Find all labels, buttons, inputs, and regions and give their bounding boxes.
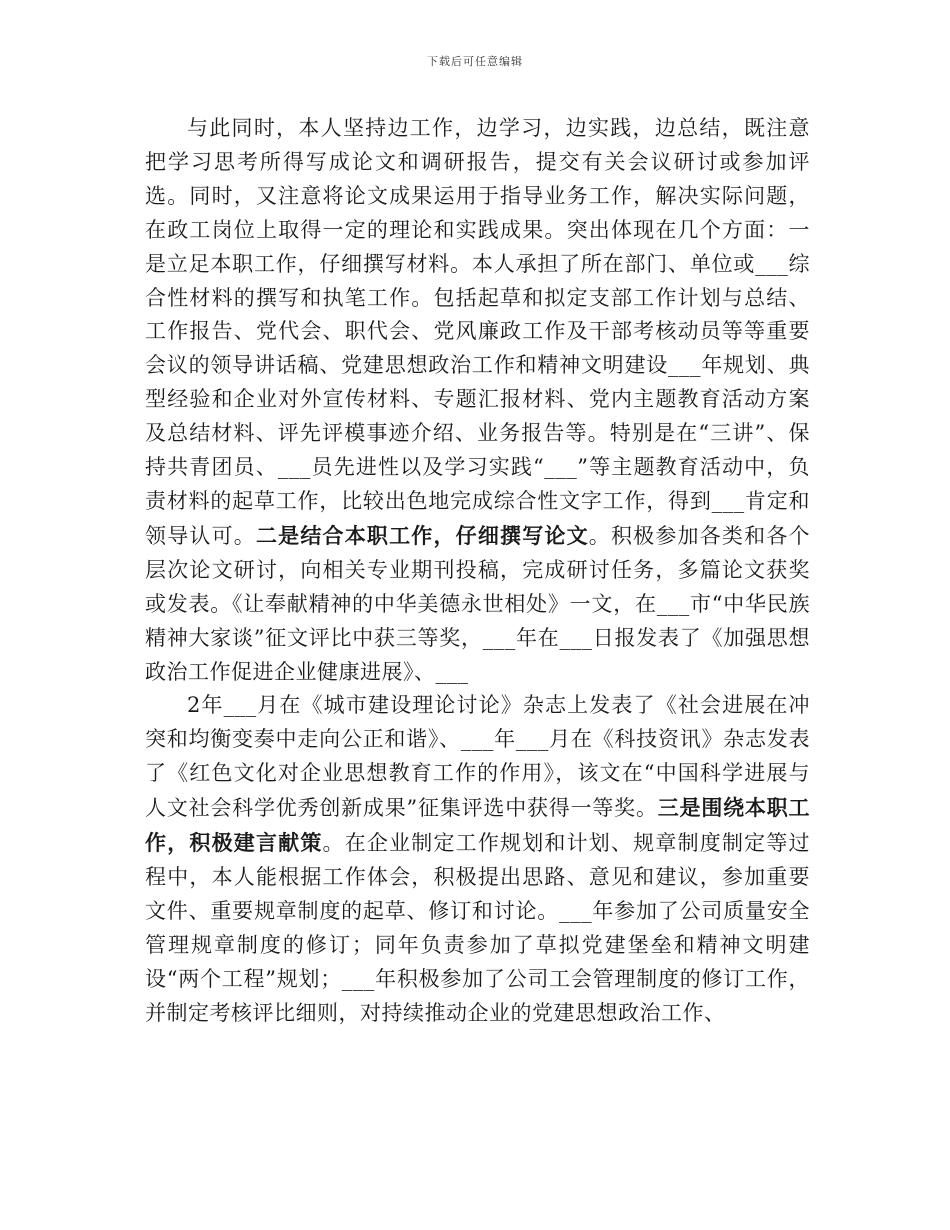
text-run: 。在企业制定工作规划和计划、规章制度制定等过程中，本人能根据工作体会，积极提出思路、意见和建议，参加重要文件、重要规章制度的起草、修订和讨论。___年参加了公司质量安全管理规章制度的修订；同年负责参加了草拟党建堡垒和精神文明建设“两个工程”规划；___年积极参加了公司工会管理制度的修订工作，并制定考核评比细则，对持续推动企业的党建思想政治工作、 [145, 831, 811, 1025]
paragraph-1 [145, 112, 810, 689]
bold-heading-2: 二是结合本职工作，仔细撰写论文 [255, 522, 589, 548]
paragraph-2 [145, 689, 810, 1030]
text-run: 。积极参加各类和各个层次论文研讨，向相关专业期刊投稿，完成研讨任务，多篇论文获奖或发表。《让奉献精神的中华美德永世相处》一文，在___市“中华民族精神大家谈”征文评比中获三等奖，___年在___日报发表了《加强思想政治工作促进企业健康进展》、___ [145, 523, 811, 684]
text-run: 2年___月在《城市建设理论讨论》杂志上发表了《社会进展在冲突和均衡变奏中走向公正和谐》、___年___月在《科技资讯》杂志发表了《红色文化对企业思想教育工作的作用》，该文在“中国科学进展与人文社会科学优秀创新成果”征集评选中获得一等奖。 [145, 693, 810, 821]
bold-heading-3: 三是围绕本职工作，积极建言献策 [145, 795, 811, 856]
document-body [145, 112, 810, 1030]
page-header: 下载后可任意编辑 [427, 55, 523, 68]
text-run: 与此同时，本人坚持边工作，边学习，边实践，边总结，既注意把学习思考所得写成论文和调研报告，提交有关会议研讨或参加评选。同时，又注意将论文成果运用于指导业务工作，解决实际问题，在政工岗位上取得一定的理论和实践成果。突出体现在几个方面：一是立足本职工作，仔细撰写材料。本人承担了所在部门、单位或___综合性材料的撰写和执笔工作。包括起草和拟定支部工作计划与总结、工作报告、党代会、职代会、党风廉政工作及干部考核动员等等重要会议的领导讲话稿、党建思想政治工作和精神文明建设___年规划、典型经验和企业对外宣传材料、专题汇报材料、党内主题教育活动方案及总结材料、评先评模事迹介绍、业务报告等。特别是在“三讲”、保持共青团员、___员先进性以及学习实践“___”等主题教育活动中，负责材料的起草工作，比较出色地完成综合性文字工作，得到___肯定和领导认可。 [145, 116, 810, 548]
